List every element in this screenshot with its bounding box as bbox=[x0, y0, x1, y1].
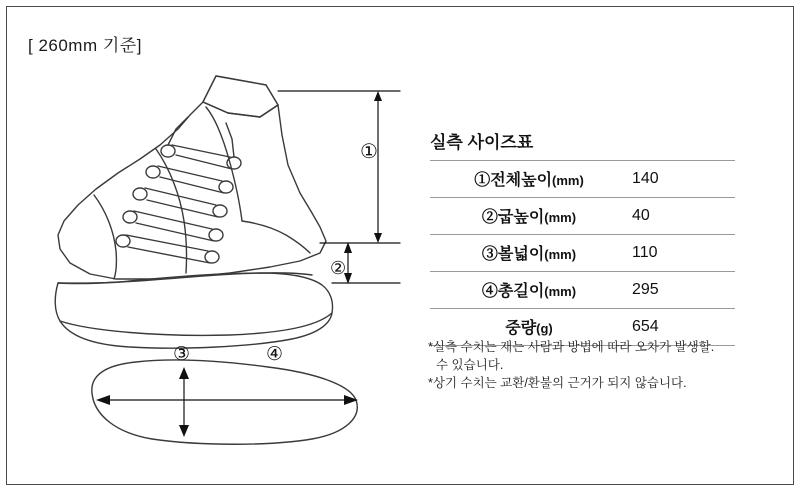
table-row bbox=[430, 161, 735, 198]
row-marker: ② bbox=[481, 209, 498, 226]
row-unit: (mm) bbox=[544, 210, 577, 225]
marker-ball-width: ③ bbox=[173, 344, 191, 365]
row-unit: (mm) bbox=[544, 284, 577, 299]
note-line-3: *상기 수치는 교환/환불의 근거가 되지 않습니다. bbox=[428, 376, 687, 391]
row-label: 총길이 bbox=[497, 283, 545, 300]
size-table bbox=[430, 160, 735, 346]
row-value: 295 bbox=[632, 280, 659, 298]
row-value: 40 bbox=[632, 206, 650, 224]
marker-heel-height: ② bbox=[330, 258, 347, 278]
row-value: 654 bbox=[632, 317, 659, 335]
row-label: 볼넓이 bbox=[497, 246, 545, 263]
row-marker: ④ bbox=[481, 283, 498, 300]
table-title: 실측 사이즈표 bbox=[430, 133, 534, 152]
marker-total-length: ④ bbox=[266, 344, 284, 365]
row-unit: (mm) bbox=[552, 173, 584, 188]
table-row bbox=[430, 235, 735, 272]
size-standard-caption: [ 260mm 기준] bbox=[28, 36, 142, 55]
row-label-cell bbox=[430, 235, 628, 272]
row-label: 굽높이 bbox=[497, 209, 545, 226]
row-label: 중량 bbox=[505, 320, 537, 337]
row-label-cell bbox=[430, 272, 628, 309]
row-marker: ① bbox=[474, 172, 491, 189]
row-label-cell bbox=[430, 161, 628, 198]
row-label-cell bbox=[430, 198, 628, 235]
boot-illustration bbox=[20, 45, 420, 445]
notes bbox=[428, 338, 768, 392]
row-value: 140 bbox=[632, 169, 659, 187]
table-row bbox=[430, 198, 735, 235]
row-label: 전체높이 bbox=[490, 172, 553, 189]
row-unit: (g) bbox=[536, 321, 553, 336]
row-value: 110 bbox=[632, 243, 658, 261]
marker-total-height: ① bbox=[360, 141, 378, 163]
row-unit: (mm) bbox=[544, 247, 577, 262]
boot-diagram bbox=[20, 45, 420, 445]
note-line-1: *실측 수치는 재는 사람과 방법에 따라 오차가 발생할. bbox=[428, 340, 715, 354]
note-line-2: 수 있습니다. bbox=[436, 358, 504, 373]
table-row bbox=[430, 272, 735, 309]
row-marker: ③ bbox=[481, 246, 498, 263]
